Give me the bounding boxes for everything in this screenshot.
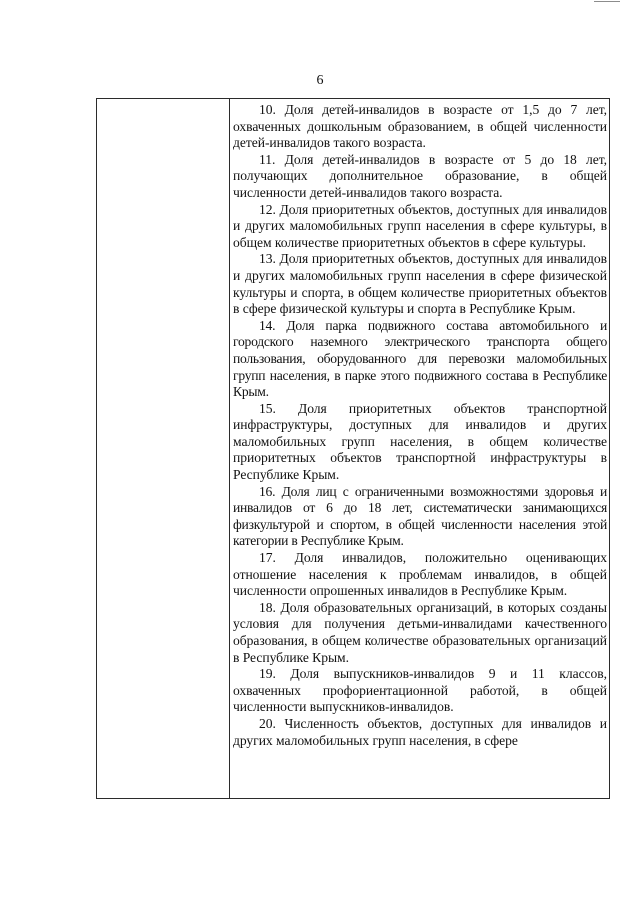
- indicators-table: [96, 98, 610, 799]
- indicator-item-20: 20. Численность объектов, доступных для инвалидов и других маломобильных групп населения, в сфере: [233, 715, 607, 748]
- table-column-divider: [229, 99, 230, 798]
- scan-corner-mark: [594, 1, 620, 2]
- indicator-item-15: 15. Доля приоритетных объектов транспортной инфраструктуры, доступных для инвалидов и других маломобильных групп населения, в общем количестве приоритетных объектов транспортной инфраструктуры в Республике Крым.: [233, 400, 607, 483]
- page-number: 6: [316, 73, 324, 88]
- indicator-item-11: 11. Доля детей-инвалидов в возрасте от 5 до 18 лет, получающих дополнительное образование, в общей численности детей-инвалидов такого возраста.: [233, 151, 607, 200]
- indicator-item-12: 12. Доля приоритетных объектов, доступных для инвалидов и других маломобильных групп населения в сфере культуры, в общем количестве приоритетных объектов в сфере культуры.: [233, 201, 607, 250]
- table-right-cell: [233, 102, 607, 796]
- indicator-item-16: 16. Доля лиц с ограниченными возможностями здоровья и инвалидов от 6 до 18 лет, систематически занимающихся физкультурой и спортом, в общей численности населения этой категории в Республике Крым.: [233, 483, 607, 549]
- indicator-item-10: 10. Доля детей-инвалидов в возрасте от 1,5 до 7 лет, охваченных дошкольным образованием, в общей численности детей-инвалидов такого возраста.: [233, 102, 607, 151]
- indicator-item-13: 13. Доля приоритетных объектов, доступных для инвалидов и других маломобильных групп населения в сфере физической культуры и спорта, в общем количестве приоритетных объектов в сфере физической культуры и спорта в Республике Крым.: [233, 251, 607, 317]
- indicator-item-19: 19. Доля выпускников-инвалидов 9 и 11 классов, охваченных профориентационной работой, в общей численности выпускников-инвалидов.: [233, 666, 607, 715]
- indicator-item-14: 14. Доля парка подвижного состава автомобильного и городского наземного электрического транспорта общего пользования, оборудованного для перевозки маломобильных групп населения, в парке этого подвижного состава в Республике Крым.: [233, 317, 607, 400]
- table-left-cell: [97, 99, 229, 798]
- indicator-item-17: 17. Доля инвалидов, положительно оценивающих отношение населения к проблемам инвалидов, в общей численности опрошенных инвалидов в Республике Крым.: [233, 550, 607, 599]
- indicator-item-18: 18. Доля образовательных организаций, в которых созданы условия для получения детьми-инвалидами качественного образования, в общем количестве образовательных организаций в Республике Крым.: [233, 599, 607, 665]
